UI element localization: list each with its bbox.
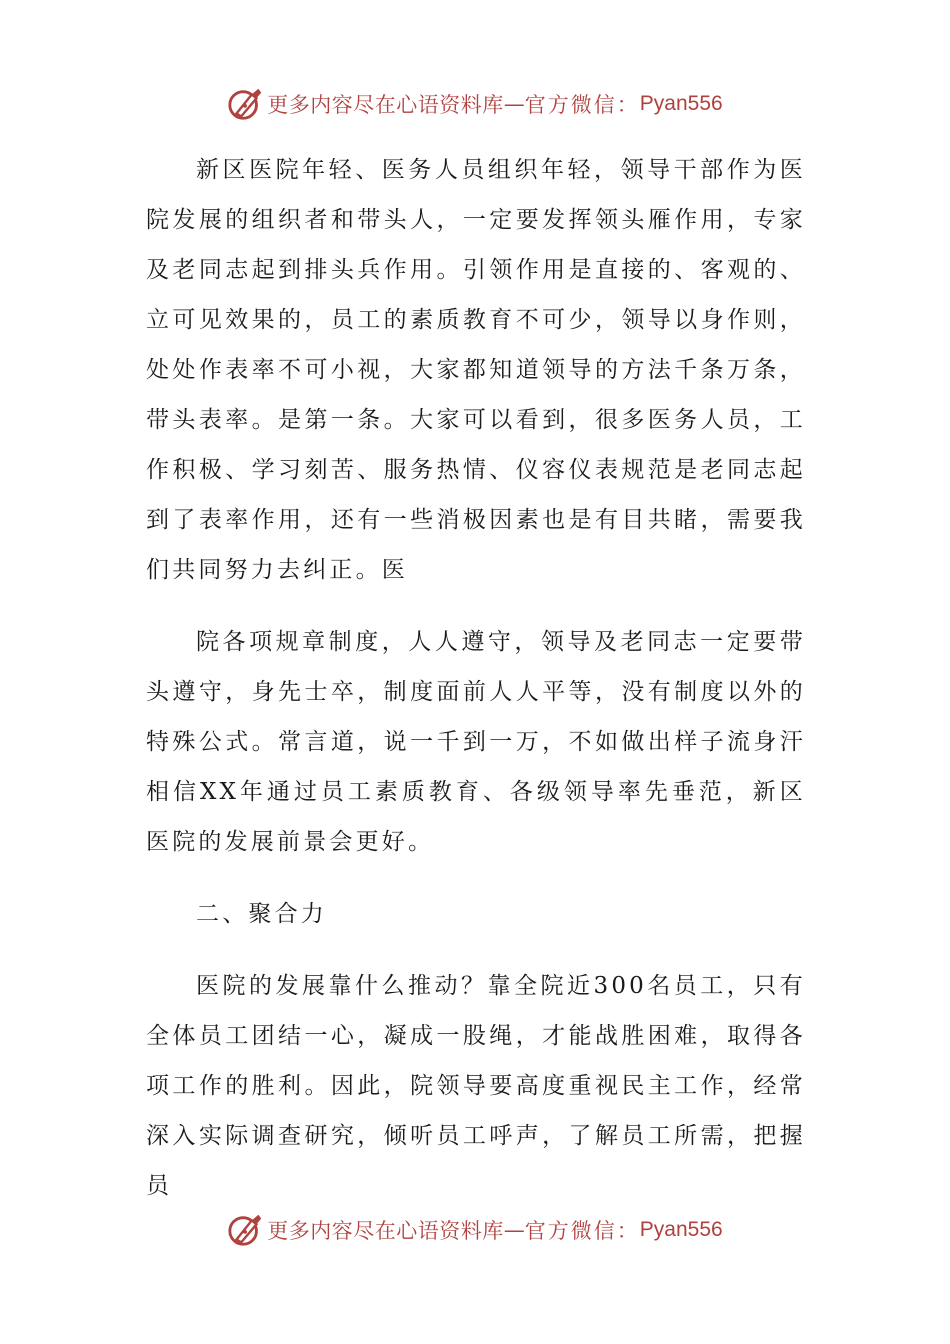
banner-dash: — <box>503 92 525 116</box>
banner-main-text: 更多内容尽在心语资料库 <box>267 93 504 117</box>
section-heading-2: 二、聚合力 <box>196 901 327 927</box>
paragraph-2: 院各项规章制度，人人遵守，领导及老同志一定要带头遵守，身先士卒，制度面前人人平等，没有制度以外的特殊公式。常言道，说一千到一万，不如做出样子流身汗相信XX年通过员工素质教育、各级领导率先垂范，新区医院的发展前景会更好。 <box>146 629 806 855</box>
banner-dash: — <box>503 1218 525 1242</box>
banner-weixin-id: Pyan556 <box>639 1218 723 1241</box>
paragraph-3: 医院的发展靠什么推动？靠全院近300名员工，只有全体员工团结一心，凝成一股绳，才能战胜困难，取得各项工作的胜利。因此，院领导要高度重视民主工作，经常深入实际调查研究，倾听员工呼声，了解员工所需，把握员 <box>146 973 806 1199</box>
banner-weixin-label: 官方微信： <box>524 93 640 117</box>
paragraph-1: 新区医院年轻、医务人员组织年轻，领导干部作为医院发展的组织者和带头人，一定要发挥领头雁作用，专家及老同志起到排头兵作用。引领作用是直接的、客观的、立可见效果的，员工的素质教育不可少，领导以身作则，处处作表率不可小视，大家都知道领导的方法千条万条，带头表率。是第一条。大家可以看到，很多医务人员，工作积极、学习刻苦、服务热情、仪容仪表规范是老同志起到了表率作用，还有一些消极因素也是有目共睹，需要我们共同努力去纠正。医 <box>146 157 806 583</box>
pen-nib-circle-icon <box>227 85 265 123</box>
header-banner <box>0 82 950 126</box>
pen-nib-circle-icon <box>227 1211 265 1249</box>
footer-banner <box>0 1208 950 1252</box>
banner-weixin-label: 官方微信： <box>524 1219 640 1243</box>
banner-weixin-id: Pyan556 <box>639 92 723 115</box>
document-body <box>146 145 806 1211</box>
banner-main-text: 更多内容尽在心语资料库 <box>267 1219 504 1243</box>
